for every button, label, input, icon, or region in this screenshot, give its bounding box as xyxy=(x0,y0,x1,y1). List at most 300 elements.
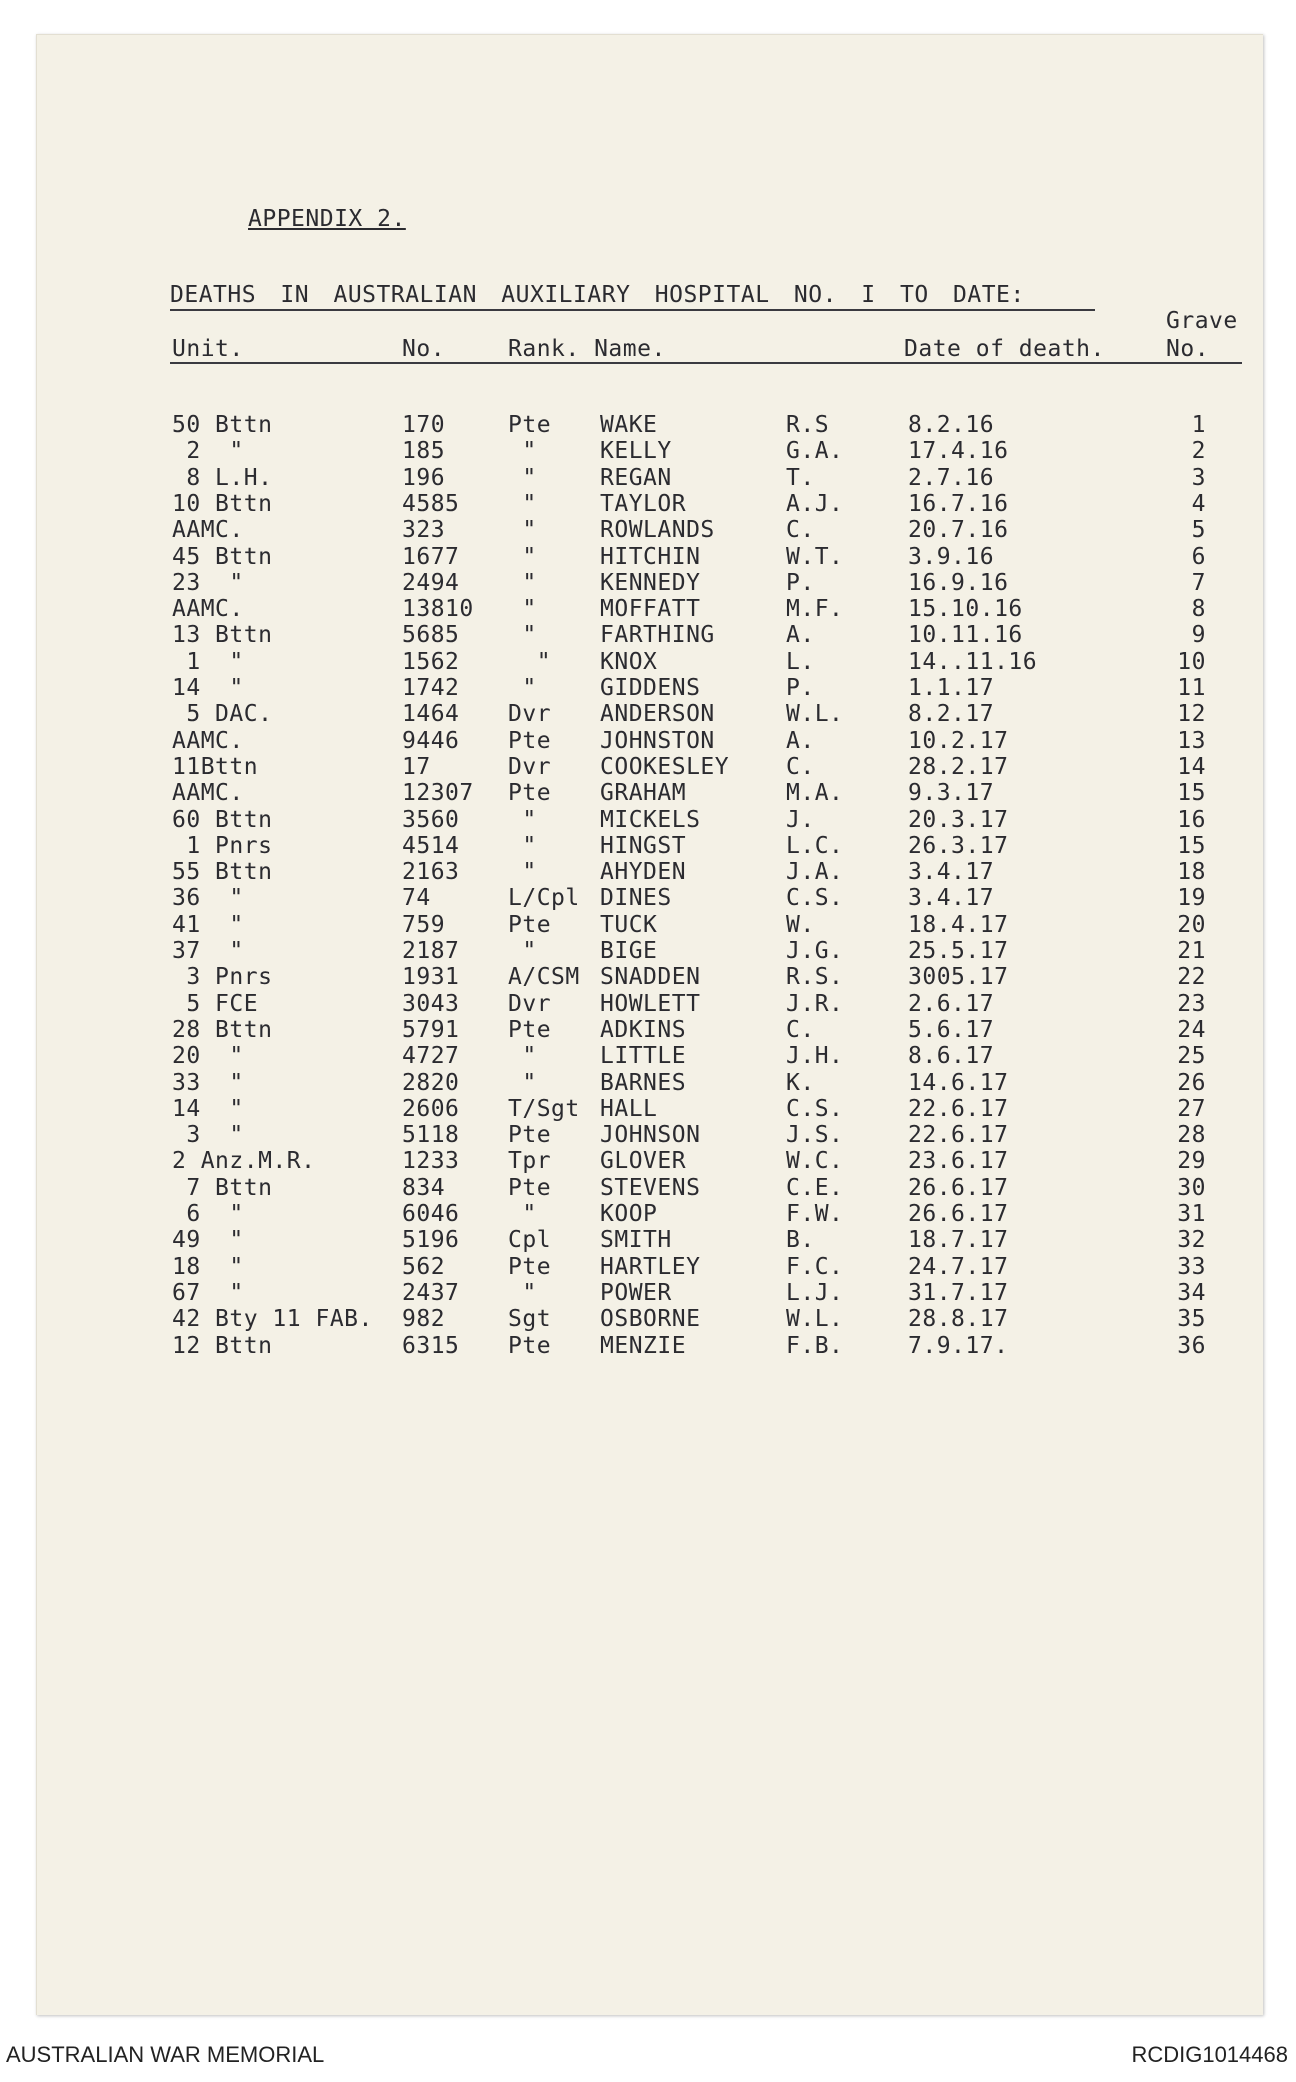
grave-number-cell: 31 xyxy=(1177,1201,1206,1227)
table-row xyxy=(0,1096,1296,1122)
table-row xyxy=(0,701,1296,727)
name-cell: FARTHING xyxy=(600,622,715,649)
grave-number-cell: 7 xyxy=(1191,569,1206,596)
date-cell: 1.1.17 xyxy=(908,675,995,701)
grave-number-cell: 8 xyxy=(1191,596,1206,623)
date-cell: 5.6.17 xyxy=(908,1016,995,1043)
name-cell: HARTLEY xyxy=(600,1253,701,1280)
unit-cell: 41 " xyxy=(172,911,244,938)
initials-cell: C.E. xyxy=(786,1174,844,1201)
unit-cell: 50 Bttn xyxy=(172,412,273,438)
grave-number-cell: 24 xyxy=(1177,1016,1206,1043)
initials-cell: P. xyxy=(786,569,815,596)
number-cell: 5791 xyxy=(402,1016,460,1043)
date-cell: 23.6.17 xyxy=(908,1148,1009,1175)
name-cell: SMITH xyxy=(600,1227,672,1254)
name-cell: BIGE xyxy=(600,938,658,964)
table-row xyxy=(0,1201,1296,1227)
date-cell: 14.6.17 xyxy=(908,1069,1009,1096)
grave-number-cell: 28 xyxy=(1177,1122,1206,1149)
date-cell: 28.2.17 xyxy=(908,753,1009,780)
name-cell: LITTLE xyxy=(600,1043,687,1070)
number-cell: 2494 xyxy=(402,569,460,596)
date-cell: 10.2.17 xyxy=(908,727,1009,754)
number-cell: 74 xyxy=(402,885,431,912)
footer-institution: AUSTRALIAN WAR MEMORIAL xyxy=(6,2042,325,2067)
date-cell: 22.6.17 xyxy=(908,1095,1009,1122)
number-cell: 982 xyxy=(402,1306,446,1333)
table-row xyxy=(0,1043,1296,1069)
unit-cell: AAMC. xyxy=(172,517,244,544)
rank-cell: " xyxy=(508,464,537,491)
initials-cell: L.J. xyxy=(786,1279,844,1306)
grave-number-cell: 25 xyxy=(1177,1043,1206,1070)
grave-number-cell: 20 xyxy=(1177,911,1206,938)
name-cell: AHYDEN xyxy=(600,859,687,886)
unit-cell: 33 " xyxy=(172,1069,244,1096)
unit-cell: 8 L.H. xyxy=(172,464,273,491)
number-cell: 562 xyxy=(402,1253,446,1280)
date-cell: 31.7.17 xyxy=(908,1279,1009,1306)
number-cell: 2606 xyxy=(402,1095,460,1122)
rank-cell: Dvr xyxy=(508,753,552,780)
unit-cell: 11Bttn xyxy=(172,753,259,780)
name-cell: GLOVER xyxy=(600,1148,687,1175)
number-cell: 323 xyxy=(402,517,446,544)
number-cell: 759 xyxy=(402,911,446,938)
number-cell: 5118 xyxy=(402,1122,460,1149)
date-cell: 2.6.17 xyxy=(908,990,995,1017)
unit-cell: 1 " xyxy=(172,648,244,675)
number-cell: 2437 xyxy=(402,1279,460,1306)
grave-number-cell: 30 xyxy=(1177,1174,1206,1201)
unit-cell: 20 " xyxy=(172,1043,244,1070)
number-cell: 834 xyxy=(402,1174,446,1201)
name-cell: ADKINS xyxy=(600,1016,687,1043)
document-heading: DEATHS IN AUSTRALIAN AUXILIARY HOSPITAL NO. I TO DATE: xyxy=(170,282,1025,308)
initials-cell: F.B. xyxy=(786,1332,844,1359)
rank-cell: " xyxy=(508,1043,537,1070)
date-cell: 3005.17 xyxy=(908,964,1009,991)
rank-cell: " xyxy=(508,490,537,517)
unit-cell: 1 Pnrs xyxy=(172,832,273,859)
unit-cell: 2 " xyxy=(172,438,244,465)
unit-cell: 23 " xyxy=(172,569,244,596)
table-row xyxy=(0,412,1296,438)
initials-cell: J.A. xyxy=(786,859,844,886)
number-cell: 2187 xyxy=(402,938,460,964)
rank-cell: Pte xyxy=(508,1016,552,1043)
unit-cell: 49 " xyxy=(172,1227,244,1254)
date-cell: 28.8.17 xyxy=(908,1306,1009,1333)
date-cell: 18.4.17 xyxy=(908,911,1009,938)
date-cell: 8.2.17 xyxy=(908,701,995,728)
date-cell: 16.9.16 xyxy=(908,569,1009,596)
table-row xyxy=(0,1148,1296,1174)
grave-number-cell: 29 xyxy=(1177,1148,1206,1175)
grave-header-line1: Grave xyxy=(1166,308,1238,334)
date-cell: 26.3.17 xyxy=(908,832,1009,859)
grave-number-cell: 6 xyxy=(1191,543,1206,570)
table-row xyxy=(0,780,1296,806)
name-cell: STEVENS xyxy=(600,1174,701,1201)
table-row xyxy=(0,912,1296,938)
unit-cell: 42 Bty 11 FAB. xyxy=(172,1306,373,1333)
unit-cell: 37 " xyxy=(172,938,244,964)
grave-number-cell: 3 xyxy=(1191,464,1206,491)
table-row xyxy=(0,1070,1296,1096)
number-cell: 185 xyxy=(402,438,446,465)
initials-cell: M.A. xyxy=(786,780,844,807)
rank-cell: " xyxy=(508,517,537,544)
rank-cell: " xyxy=(508,806,537,833)
grave-number-cell: 15 xyxy=(1177,780,1206,807)
rank-cell: " xyxy=(508,648,552,675)
name-cell: KOOP xyxy=(600,1201,658,1227)
initials-cell: L.C. xyxy=(786,832,844,859)
rank-cell: " xyxy=(508,543,537,570)
initials-cell: W.L. xyxy=(786,1306,844,1333)
rank-cell: Pte xyxy=(508,911,552,938)
rank-cell: " xyxy=(508,622,537,649)
table-row xyxy=(0,622,1296,648)
table-row xyxy=(0,491,1296,517)
table-row xyxy=(0,438,1296,464)
table-row xyxy=(0,728,1296,754)
name-cell: KNOX xyxy=(600,648,658,675)
unit-cell: 13 Bttn xyxy=(172,622,273,649)
rank-cell: " xyxy=(508,832,537,859)
number-cell: 12307 xyxy=(402,780,474,807)
rank-cell: L/Cpl xyxy=(508,885,580,912)
initials-cell: J.R. xyxy=(786,990,844,1017)
initials-cell: C.S. xyxy=(786,885,844,912)
grave-number-cell: 14 xyxy=(1177,753,1206,780)
grave-header-line2: No. xyxy=(1166,336,1210,362)
name-cell: MOFFATT xyxy=(600,596,701,623)
table-row xyxy=(0,1333,1296,1359)
number-cell: 4514 xyxy=(402,832,460,859)
initials-cell: A. xyxy=(786,622,815,649)
grave-number-cell: 4 xyxy=(1191,490,1206,517)
date-cell: 16.7.16 xyxy=(908,490,1009,517)
rank-name-column-header: Rank. Name. xyxy=(508,336,666,362)
name-cell: BARNES xyxy=(600,1069,687,1096)
name-cell: TAYLOR xyxy=(600,490,687,517)
table-row xyxy=(0,964,1296,990)
date-column-header: Date of death. xyxy=(904,336,1105,362)
name-cell: MENZIE xyxy=(600,1332,687,1359)
number-cell: 170 xyxy=(402,412,446,438)
date-cell: 15.10.16 xyxy=(908,596,1023,623)
name-cell: GIDDENS xyxy=(600,675,701,701)
rank-cell: Sgt xyxy=(508,1306,552,1333)
number-cell: 5685 xyxy=(402,622,460,649)
initials-cell: W.L. xyxy=(786,701,844,728)
unit-cell: 14 " xyxy=(172,675,244,701)
table-row xyxy=(0,859,1296,885)
name-cell: JOHNSTON xyxy=(600,727,715,754)
date-cell: 9.3.17 xyxy=(908,780,995,807)
number-cell: 4585 xyxy=(402,490,460,517)
unit-cell: 55 Bttn xyxy=(172,859,273,886)
table-row xyxy=(0,938,1296,964)
date-cell: 3.9.16 xyxy=(908,543,995,570)
name-cell: DINES xyxy=(600,885,672,912)
rank-cell: " xyxy=(508,675,537,701)
rank-cell: " xyxy=(508,438,537,465)
number-cell: 6315 xyxy=(402,1332,460,1359)
date-cell: 8.2.16 xyxy=(908,412,995,438)
initials-cell: G.A. xyxy=(786,438,844,465)
appendix-title: APPENDIX 2. xyxy=(248,206,406,232)
rank-cell: Pte xyxy=(508,1332,552,1359)
heading-underline xyxy=(170,309,1095,311)
rank-cell: Tpr xyxy=(508,1148,552,1175)
unit-cell: 12 Bttn xyxy=(172,1332,273,1359)
rank-cell: " xyxy=(508,1201,537,1227)
initials-cell: C.S. xyxy=(786,1095,844,1122)
initials-cell: B. xyxy=(786,1227,815,1254)
grave-number-cell: 34 xyxy=(1177,1279,1206,1306)
grave-number-cell: 11 xyxy=(1177,675,1206,701)
unit-cell: 3 Pnrs xyxy=(172,964,273,991)
initials-cell: M.F. xyxy=(786,596,844,623)
table-row xyxy=(0,885,1296,911)
number-column-header: No. xyxy=(402,336,446,362)
table-row xyxy=(0,544,1296,570)
unit-cell: 36 " xyxy=(172,885,244,912)
initials-cell: F.W. xyxy=(786,1201,844,1227)
initials-cell: A. xyxy=(786,727,815,754)
grave-number-cell: 27 xyxy=(1177,1095,1206,1122)
rank-cell: Pte xyxy=(508,780,552,807)
unit-cell: 60 Bttn xyxy=(172,806,273,833)
name-cell: TUCK xyxy=(600,911,658,938)
grave-number-cell: 36 xyxy=(1177,1332,1206,1359)
grave-number-cell: 5 xyxy=(1191,517,1206,544)
name-cell: SNADDEN xyxy=(600,964,701,991)
rank-cell: Pte xyxy=(508,1253,552,1280)
rank-cell: " xyxy=(508,1279,537,1306)
number-cell: 1742 xyxy=(402,675,460,701)
unit-cell: 14 " xyxy=(172,1095,244,1122)
name-cell: HITCHIN xyxy=(600,543,701,570)
date-cell: 7.9.17. xyxy=(908,1332,1009,1359)
name-cell: KELLY xyxy=(600,438,672,465)
initials-cell: J.H. xyxy=(786,1043,844,1070)
date-cell: 8.6.17 xyxy=(908,1043,995,1070)
date-cell: 26.6.17 xyxy=(908,1174,1009,1201)
name-cell: JOHNSON xyxy=(600,1122,701,1149)
grave-number-cell: 9 xyxy=(1191,622,1206,649)
rank-cell: Pte xyxy=(508,727,552,754)
table-row xyxy=(0,754,1296,780)
name-cell: HOWLETT xyxy=(600,990,701,1017)
unit-cell: 45 Bttn xyxy=(172,543,273,570)
rank-cell: " xyxy=(508,1069,537,1096)
name-cell: HALL xyxy=(600,1095,658,1122)
footer-reference: RCDIG1014468 xyxy=(1131,2042,1288,2067)
initials-cell: K. xyxy=(786,1069,815,1096)
grave-number-cell: 23 xyxy=(1177,990,1206,1017)
number-cell: 4727 xyxy=(402,1043,460,1070)
name-cell: ROWLANDS xyxy=(600,517,715,544)
name-cell: WAKE xyxy=(600,412,658,438)
unit-cell: 5 FCE xyxy=(172,990,259,1017)
initials-cell: P. xyxy=(786,675,815,701)
name-cell: POWER xyxy=(600,1279,672,1306)
name-cell: OSBORNE xyxy=(600,1306,701,1333)
grave-number-cell: 2 xyxy=(1191,438,1206,465)
grave-number-cell: 32 xyxy=(1177,1227,1206,1254)
unit-cell: 28 Bttn xyxy=(172,1016,273,1043)
grave-number-cell: 33 xyxy=(1177,1253,1206,1280)
grave-number-cell: 19 xyxy=(1177,885,1206,912)
number-cell: 1677 xyxy=(402,543,460,570)
date-cell: 17.4.16 xyxy=(908,438,1009,465)
date-cell: 18.7.17 xyxy=(908,1227,1009,1254)
rank-cell: Pte xyxy=(508,412,552,438)
rank-cell: " xyxy=(508,596,537,623)
rank-cell: Pte xyxy=(508,1122,552,1149)
initials-cell: C. xyxy=(786,1016,815,1043)
grave-number-cell: 26 xyxy=(1177,1069,1206,1096)
unit-cell: AAMC. xyxy=(172,780,244,807)
name-cell: COOKESLEY xyxy=(600,753,730,780)
table-row xyxy=(0,596,1296,622)
table-row xyxy=(0,807,1296,833)
unit-cell: 3 " xyxy=(172,1122,244,1149)
grave-number-cell: 15 xyxy=(1177,832,1206,859)
initials-cell: R.S xyxy=(786,412,830,438)
column-header-rule xyxy=(170,362,1242,364)
name-cell: GRAHAM xyxy=(600,780,687,807)
number-cell: 9446 xyxy=(402,727,460,754)
initials-cell: C. xyxy=(786,517,815,544)
table-row xyxy=(0,1175,1296,1201)
grave-number-cell: 13 xyxy=(1177,727,1206,754)
unit-cell: 6 " xyxy=(172,1201,244,1227)
grave-number-cell: 1 xyxy=(1191,412,1206,438)
rank-cell: " xyxy=(508,859,537,886)
initials-cell: J.G. xyxy=(786,938,844,964)
rank-cell: A/CSM xyxy=(508,964,580,991)
grave-number-cell: 22 xyxy=(1177,964,1206,991)
table-row xyxy=(0,991,1296,1017)
rank-cell: T/Sgt xyxy=(508,1095,580,1122)
unit-cell: 10 Bttn xyxy=(172,490,273,517)
initials-cell: W. xyxy=(786,911,815,938)
initials-cell: J.S. xyxy=(786,1122,844,1149)
date-cell: 24.7.17 xyxy=(908,1253,1009,1280)
unit-cell: 2 Anz.M.R. xyxy=(172,1148,316,1175)
table-row xyxy=(0,1280,1296,1306)
number-cell: 6046 xyxy=(402,1201,460,1227)
initials-cell: F.C. xyxy=(786,1253,844,1280)
table-row xyxy=(0,833,1296,859)
name-cell: KENNEDY xyxy=(600,569,701,596)
unit-cell: AAMC. xyxy=(172,727,244,754)
date-cell: 3.4.17 xyxy=(908,885,995,912)
table-row xyxy=(0,1122,1296,1148)
number-cell: 13810 xyxy=(402,596,474,623)
number-cell: 2163 xyxy=(402,859,460,886)
table-row xyxy=(0,465,1296,491)
unit-cell: 18 " xyxy=(172,1253,244,1280)
name-cell: HINGST xyxy=(600,832,687,859)
grave-number-cell: 18 xyxy=(1177,859,1206,886)
rank-cell: " xyxy=(508,569,537,596)
date-cell: 20.3.17 xyxy=(908,806,1009,833)
table-row xyxy=(0,649,1296,675)
table-row xyxy=(0,1306,1296,1332)
number-cell: 3043 xyxy=(402,990,460,1017)
rank-cell: Dvr xyxy=(508,990,552,1017)
table-row xyxy=(0,1017,1296,1043)
name-cell: MICKELS xyxy=(600,806,701,833)
number-cell: 2820 xyxy=(402,1069,460,1096)
date-cell: 3.4.17 xyxy=(908,859,995,886)
grave-number-cell: 12 xyxy=(1177,701,1206,728)
number-cell: 1562 xyxy=(402,648,460,675)
unit-cell: AAMC. xyxy=(172,596,244,623)
name-cell: REGAN xyxy=(600,464,672,491)
date-cell: 25.5.17 xyxy=(908,938,1009,964)
unit-cell: 7 Bttn xyxy=(172,1174,273,1201)
unit-cell: 5 DAC. xyxy=(172,701,273,728)
rank-cell: Cpl xyxy=(508,1227,552,1254)
initials-cell: L. xyxy=(786,648,815,675)
rank-cell: Dvr xyxy=(508,701,552,728)
number-cell: 3560 xyxy=(402,806,460,833)
name-cell: ANDERSON xyxy=(600,701,715,728)
date-cell: 20.7.16 xyxy=(908,517,1009,544)
grave-number-cell: 16 xyxy=(1177,806,1206,833)
table-row xyxy=(0,570,1296,596)
initials-cell: R.S. xyxy=(786,964,844,991)
table-row xyxy=(0,1227,1296,1253)
date-cell: 26.6.17 xyxy=(908,1201,1009,1227)
initials-cell: A.J. xyxy=(786,490,844,517)
rank-cell: Pte xyxy=(508,1174,552,1201)
initials-cell: C. xyxy=(786,753,815,780)
rank-cell: " xyxy=(508,938,537,964)
grave-number-cell: 10 xyxy=(1177,648,1206,675)
initials-cell: T. xyxy=(786,464,815,491)
number-cell: 1931 xyxy=(402,964,460,991)
number-cell: 1233 xyxy=(402,1148,460,1175)
date-cell: 22.6.17 xyxy=(908,1122,1009,1149)
number-cell: 5196 xyxy=(402,1227,460,1254)
grave-number-cell: 35 xyxy=(1177,1306,1206,1333)
number-cell: 196 xyxy=(402,464,446,491)
date-cell: 2.7.16 xyxy=(908,464,995,491)
number-cell: 17 xyxy=(402,753,431,780)
unit-cell: 67 " xyxy=(172,1279,244,1306)
number-cell: 1464 xyxy=(402,701,460,728)
initials-cell: W.T. xyxy=(786,543,844,570)
table-row xyxy=(0,675,1296,701)
initials-cell: J. xyxy=(786,806,815,833)
date-cell: 14..11.16 xyxy=(908,648,1038,675)
date-cell: 10.11.16 xyxy=(908,622,1023,649)
table-row xyxy=(0,1254,1296,1280)
grave-number-cell: 21 xyxy=(1177,938,1206,964)
table-row xyxy=(0,517,1296,543)
unit-column-header: Unit. xyxy=(172,336,244,362)
initials-cell: W.C. xyxy=(786,1148,844,1175)
